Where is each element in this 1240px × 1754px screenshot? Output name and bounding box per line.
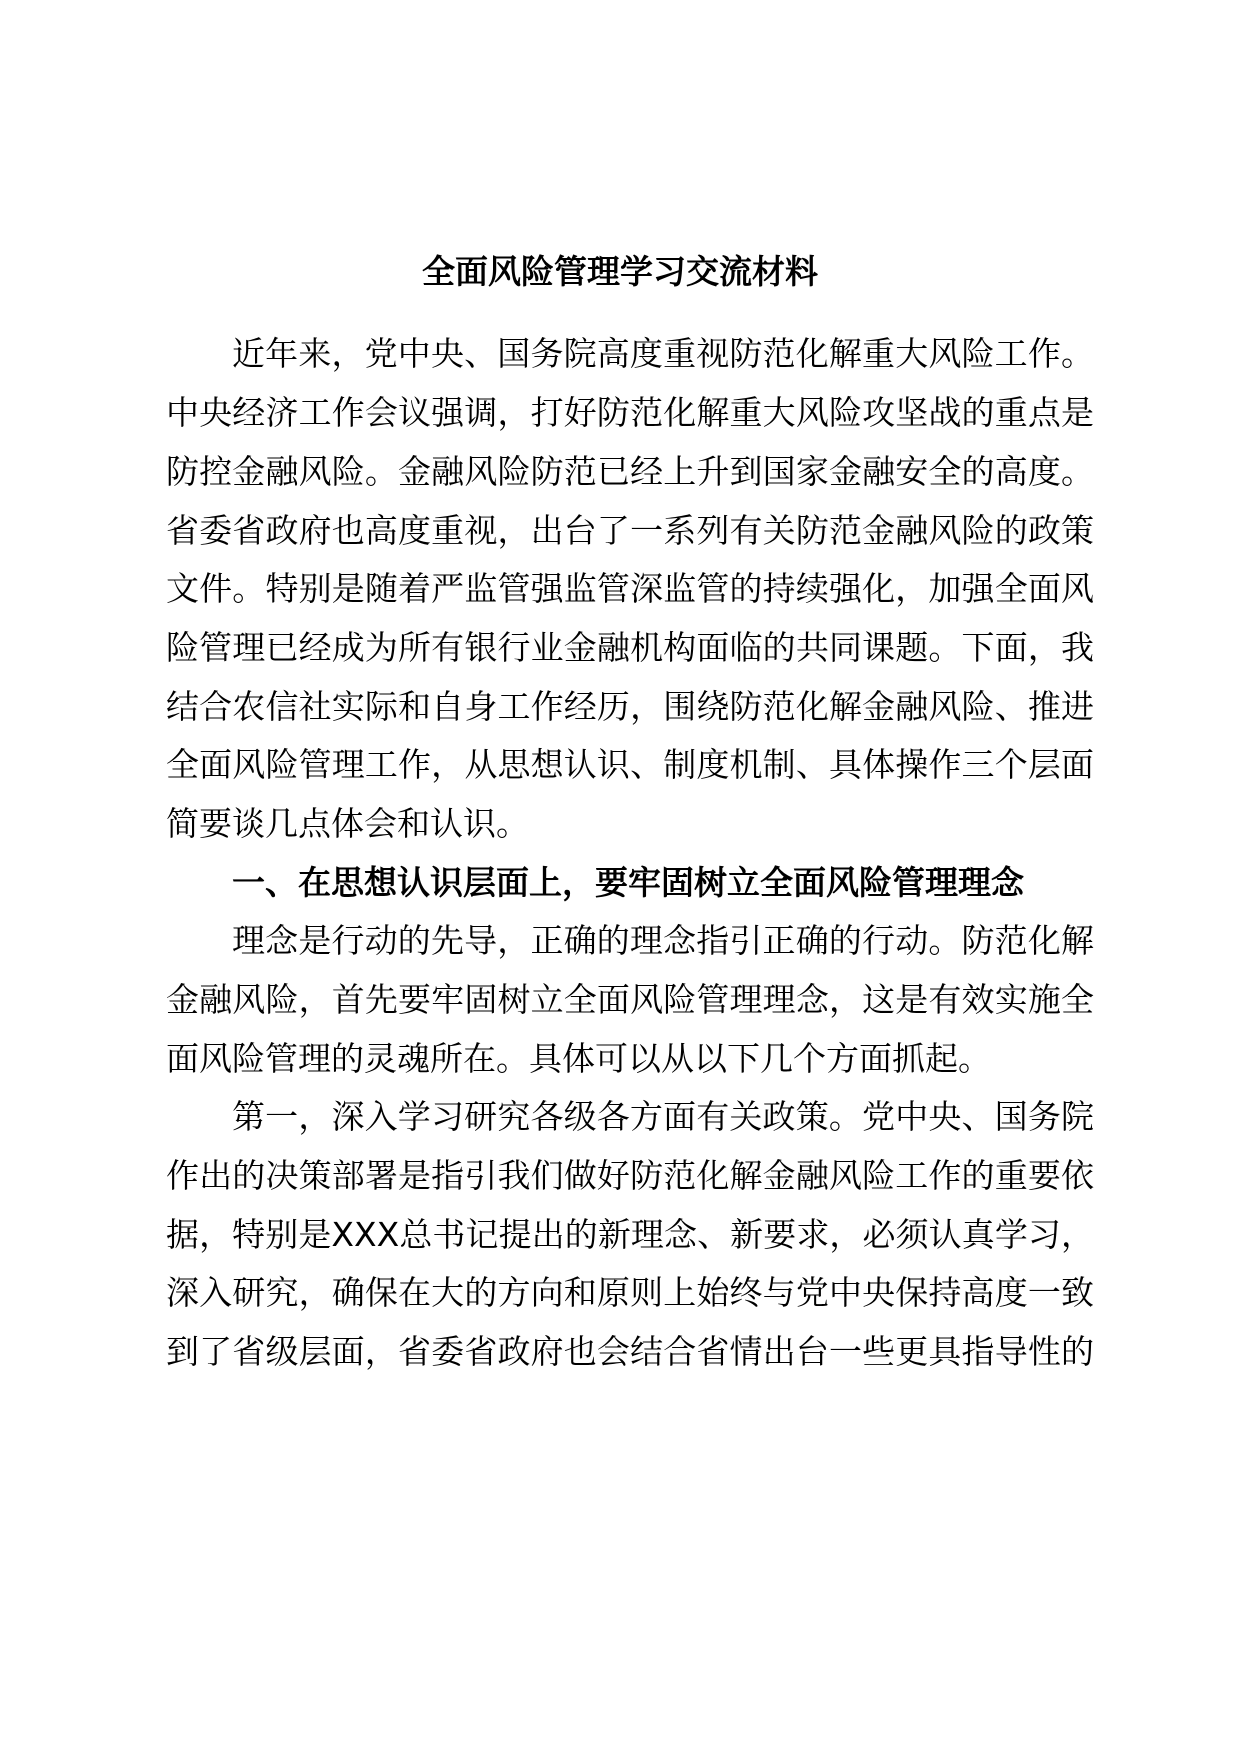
paragraph-line: 结合农信社实际和自身工作经历，围绕防范化解金融风险、推进 bbox=[166, 687, 1094, 726]
paragraph-line: 据，特别是XXX总书记提出的新理念、新要求，必须认真学习， bbox=[166, 1215, 1094, 1254]
paragraph-line: 简要谈几点体会和认识。 bbox=[166, 804, 529, 843]
paragraph-line: 作出的决策部署是指引我们做好防范化解金融风险工作的重要依 bbox=[166, 1156, 1094, 1195]
paragraph-line: 第一，深入学习研究各级各方面有关政策。党中央、国务院 bbox=[232, 1097, 1094, 1136]
paragraph-line: 近年来，党中央、国务院高度重视防范化解重大风险工作。 bbox=[232, 334, 1094, 373]
paragraph-line: 省委省政府也高度重视，出台了一系列有关防范金融风险的政策 bbox=[166, 511, 1094, 550]
section-heading: 一、在思想认识层面上，要牢固树立全面风险管理理念 bbox=[232, 863, 1024, 902]
paragraph-line: 金融风险，首先要牢固树立全面风险管理理念，这是有效实施全 bbox=[166, 980, 1094, 1019]
paragraph-line: 中央经济工作会议强调，打好防范化解重大风险攻坚战的重点是 bbox=[166, 393, 1094, 432]
paragraph-line: 深入研究，确保在大的方向和原则上始终与党中央保持高度一致 bbox=[166, 1273, 1094, 1312]
paragraph-line: 面风险管理的灵魂所在。具体可以从以下几个方面抓起。 bbox=[166, 1039, 991, 1078]
paragraph-line: 理念是行动的先导，正确的理念指引正确的行动。防范化解 bbox=[232, 921, 1094, 960]
document-title: 全面风险管理学习交流材料 bbox=[422, 252, 818, 291]
paragraph-line: 到了省级层面，省委省政府也会结合省情出台一些更具指导性的 bbox=[166, 1332, 1094, 1371]
paragraph-line: 防控金融风险。金融风险防范已经上升到国家金融安全的高度。 bbox=[166, 452, 1094, 491]
paragraph-line: 险管理已经成为所有银行业金融机构面临的共同课题。下面，我 bbox=[166, 628, 1094, 667]
paragraph-line: 全面风险管理工作，从思想认识、制度机制、具体操作三个层面 bbox=[166, 745, 1094, 784]
paragraph-line: 文件。特别是随着严监管强监管深监管的持续强化，加强全面风 bbox=[166, 569, 1094, 608]
